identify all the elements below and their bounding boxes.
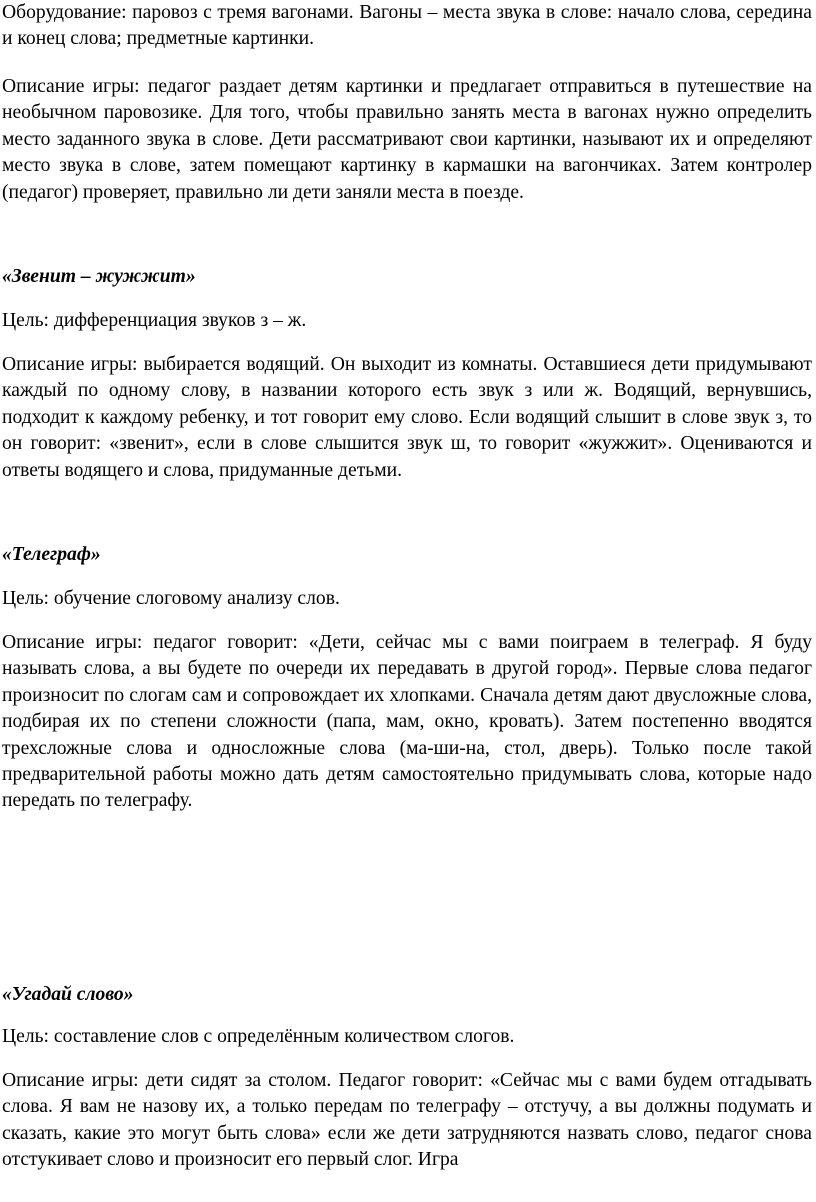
equipment-paragraph: Оборудование: паровоз с тремя вагонами. Вагоны – места звука в слове: начало слова, середина и конец слова; предметные картинки. [2,2,812,50]
intro-description-paragraph: Описание игры: педагог раздает детям картинки и предлагает отправиться в путешествие на необычном паровозике. Для того, чтобы правильно занять места в вагонах нужно определить место заданного звука в слове. Дети рассматривают свои картинки, называют их и определяют место звука в слове, затем помещают картинку в кармашки на вагончиках. Затем контролер (педагог) проверяет, правильно ли дети заняли места в поезде. [2,76,812,203]
game-goal-ugaday-slovo: Цель: составление слов с определённым количеством слогов. [2,1026,515,1047]
game-goal-zvenit-zhuzhzhit: Цель: дифференциация звуков з – ж. [2,310,307,331]
game-description-zvenit-zhuzhzhit: Описание игры: выбирается водящий. Он выходит из комнаты. Оставшиеся дети придумывают каждый по одному слову, в названии которого есть звук з или ж. Водящий, вернувшись, подходит к каждому ребенку, и тот говорит ему слово. Если водящий слышит в слове звук з, то он говорит: «звенит», если в слове слышится звук ш, то говорит «жужжит». Оцениваются и ответы водящего и слова, придуманные детьми. [2,354,812,481]
game-title-zvenit-zhuzhzhit: «Звенит – жужжит» [2,266,196,287]
game-title-ugaday-slovo: «Угадай слово» [2,984,134,1005]
game-description-telegraf: Описание игры: педагог говорит: «Дети, сейчас мы с вами поиграем в телеграф. Я буду называть слова, а вы будете по очереди их передавать в другой город». Первые слова педагог произносит по слогам сам и сопровождает их хлопками. Сначала детям дают двусложные слова, подбирая их по степени сложности (папа, мам, окно, кровать). Затем постепенно вводятся трехсложные слова и односложные слова (ма-ши-на, стол, дверь). Только после такой предварительной работы можно дать детям самостоятельно придумывать слова, которые надо передать по телеграфу. [2,632,812,812]
game-description-ugaday-slovo: Описание игры: дети сидят за столом. Педагог говорит: «Сейчас мы с вами будем отгадывать слова. Я вам не назову их, а только передам по телеграфу – отстучу, а вы должны подумать и сказать, какие это могут быть слова» если же дети затрудняются назвать слово, педагог снова отстукивает слово и произносит его первый слог. Игра [2,1070,812,1171]
game-goal-telegraf: Цель: обучение слоговому анализу слов. [2,588,340,609]
game-title-telegraf: «Телеграф» [2,544,101,565]
